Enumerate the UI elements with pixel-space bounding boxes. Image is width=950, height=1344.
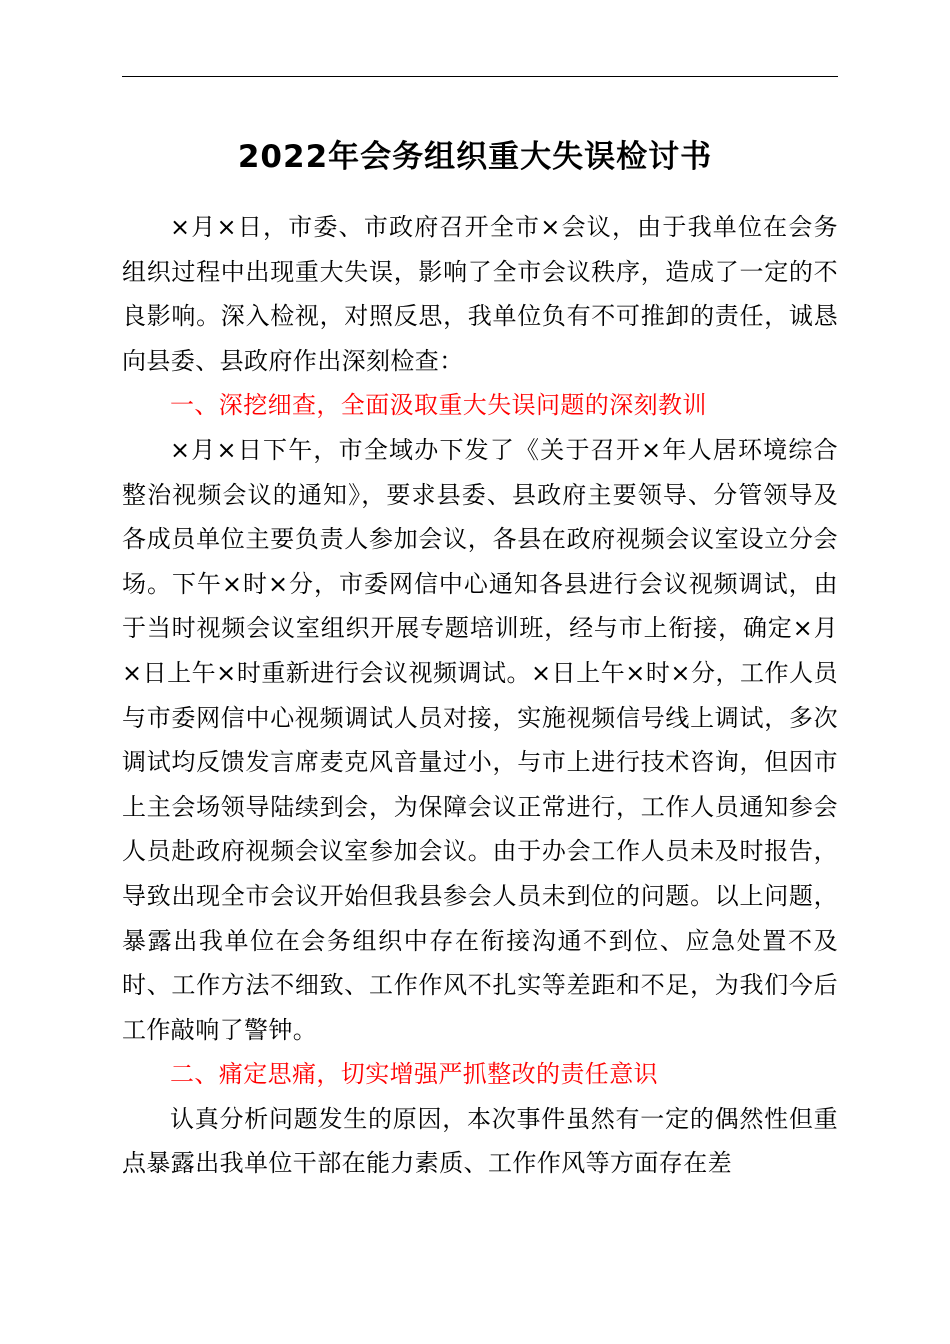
intro-paragraph: ×月×日，市委、市政府召开全市×会议，由于我单位在会务组织过程中出现重大失误，影响了全市会议秩序，造成了一定的不良影响。深入检视，对照反思，我单位负有不可推卸的责任，诚恳向县委、县政府作出深刻检查： <box>122 213 838 375</box>
section-2-paragraph: 认真分析问题发生的原因，本次事件虽然有一定的偶然性但重点暴露出我单位干部在能力素质、工作作风等方面存在差 <box>122 1104 838 1178</box>
section-heading-1: 一、深挖细查，全面汲取重大失误问题的深刻教训 <box>170 391 707 420</box>
document-title: 2022年会务组织重大失误检讨书 <box>237 139 713 175</box>
header-rule <box>122 76 838 77</box>
section-1-paragraph: ×月×日下午，市全域办下发了《关于召开×年人居环境综合整治视频会议的通知》，要求县委、县政府主要领导、分管领导及各成员单位主要负责人参加会议，各县在政府视频会议室设立分会场。下午×时×分，市委网信中心通知各县进行会议视频调试，由于当时视频会议室组织开展专题培训班，经与市上衔接，确定×月×日上午×时重新进行会议视频调试。×日上午×时×分，工作人员与市委网信中心视频调试人员对接，实施视频信号线上调试，多次调试均反馈发言席麦克风音量过小，与市上进行技术咨询，但因市上主会场领导陆续到会，为保障会议正常进行，工作人员通知参会人员赴政府视频会议室参加会议。由于办会工作人员未及时报告，导致出现全市会议开始但我县参会人员未到位的问题。以上问题，暴露出我单位在会务组织中存在衔接沟通不到位、应急处置不及时、工作方法不细致、工作作风不扎实等差距和不足，为我们今后工作敲响了警钟。 <box>122 435 838 1044</box>
section-heading-2: 二、痛定思痛，切实增强严抓整改的责任意识 <box>170 1060 658 1089</box>
document-body <box>122 205 838 1186</box>
